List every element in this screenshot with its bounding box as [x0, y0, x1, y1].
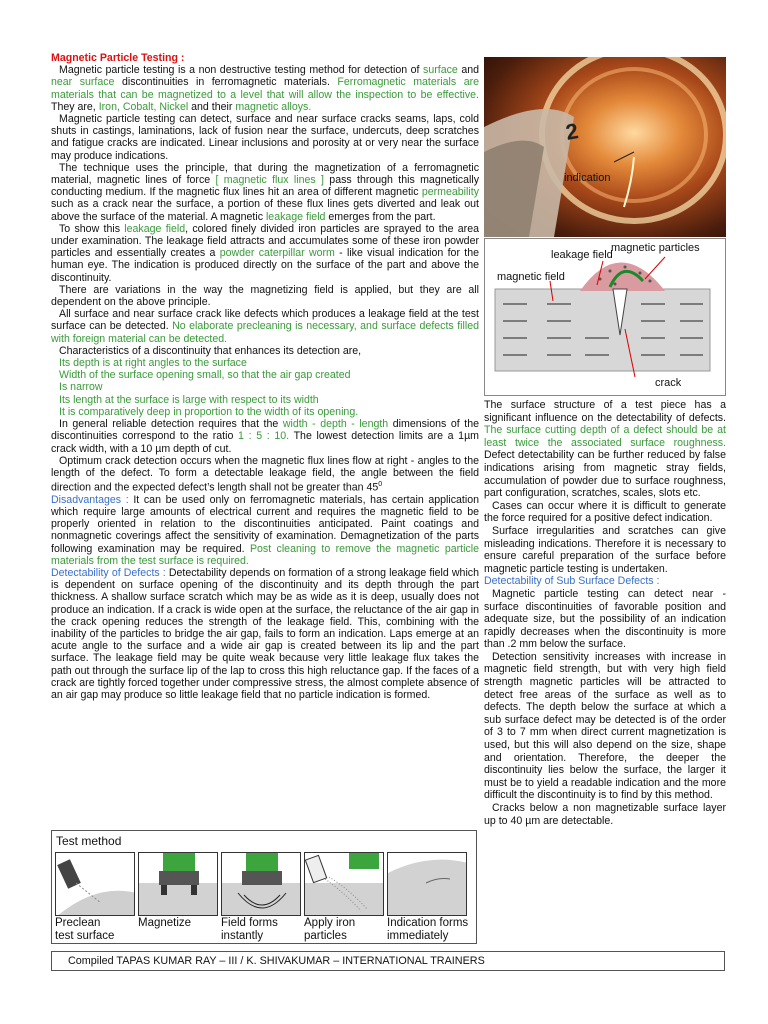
list-item: Its depth is at right angles to the surface [59, 357, 247, 370]
label-magnetic-field: magnetic field [497, 271, 565, 283]
label-leakage-field: leakage field [551, 249, 613, 261]
list-item: It is comparatively deep in proportion to the width of its opening. [59, 405, 359, 418]
heading-subsurface: Detectability of Sub Surface Defects : [484, 575, 660, 588]
list-item: Width of the surface opening small, so that the air gap created [59, 369, 351, 382]
paragraph-detectability: Detectability of Defects : Detectability depends on formation of a strong leakage field which is dependent on surface opening of the discontinuity and its depth through the part thickness. A shallow surface scratch which may be as wide as it is deep, usually does not produce an indication. If a crack is wide open at the surface, the reluctance of the air gap in the crack opening reduces the strength of the leakage field. This, combining with the inability of the particles to bridge the air gap, fails to form an indication. Laps emerge at an acute angle to the surface and a wide air gap is created between its lip and the part surface. The leakage field may be quite weak because very little leakage flux takes the path out through the surface lip of the lap to cross this high reluctance gap. If the faces of a crack are tightly forced together under compressive stress, the almost complete absence of an air gap may produce so little leakage field that no particle indication is formed. [51, 567, 479, 702]
footer-credit: Compiled TAPAS KUMAR RAY – III / K. SHIVAKUMAR – INTERNATIONAL TRAINERS [51, 951, 725, 971]
step-caption: Field forms instantly [221, 917, 278, 942]
paragraph-all-surface: All surface and near surface crack like defects which produces a leakage field at the test surface can be detected. No elaborate precleaning is necessary, and surface defects filled with foreign material can be detected. [51, 308, 479, 345]
left-column [51, 52, 479, 701]
list-item: Its length at the surface is large with respect to its width [59, 393, 319, 406]
page-title: Magnetic Particle Testing : [51, 52, 185, 64]
paragraph-characteristics: Characteristics of a discontinuity that enhances its detection are, [59, 344, 362, 357]
label-crack: crack [655, 377, 682, 389]
paragraph-optimum: Optimum crack detection occurs when the magnetic flux lines flow at right - angles to the length of the defect. To form a detectable leakage field, the angle between the field direction and the expected defect’s length shall not be greater than $45^0$ [51, 454, 479, 494]
leakage-field-diagram [484, 238, 726, 396]
test-method-title: Test method [56, 834, 122, 848]
label-magnetic-particles: magnetic particles [611, 242, 700, 254]
paragraph-cases: Cases can occur where it is difficult to generate the force required for a positive defect indication. [484, 499, 726, 525]
step-panel-preclean [55, 852, 135, 916]
list-item: Is narrow [59, 381, 103, 394]
step-panel-apply-particles [304, 852, 384, 916]
paragraph-surface-structure: The surface structure of a test piece has a significant influence on the detectability of defects. The surface cutting depth of a defect should be at least twice the associated surface roughness. Defect detectability can be further reduced by false indications arising from magnetic stray fields, accumulation of powder due to surface roughness, part configuration, scratches, scales, slots etc. [484, 399, 726, 500]
indication-photo [484, 57, 726, 237]
step-caption: Apply iron particles [304, 917, 356, 942]
paragraph-variations: There are variations in the way the magnetizing field is applied, but they are all dependent on the above principle. [51, 283, 479, 309]
step-panel-field-forms [221, 852, 301, 916]
paragraph-near-surface: Magnetic particle testing can detect near - surface discontinuities of favorable position and adequate size, but the possibility of an indication rapidly decreases when the discontinuity is more than .2 mm below the surface. [484, 587, 726, 651]
photo-number: 2 [563, 118, 581, 145]
step-panel-indication [387, 852, 467, 916]
paragraph-cracks-below: Cracks below a non magnetizable surface layer up to 40 µm are detectable. [484, 802, 726, 827]
paragraph-detects: Magnetic particle testing can detect, surface and near surface cracks seams, laps, cold shuts in castings, laminations, lack of fusion near the surface, undercuts, deep scratches and fatigue cracks are indicated. Linear inclusions and porosity at or very near the surface may produce indications. [51, 113, 479, 162]
step-caption: Magnetize [138, 917, 192, 929]
paragraph-intro: Magnetic particle testing is a non destructive testing method for detection of surface and near surface discontinuities in ferromagnetic materials. Ferromagnetic materials are materials that can be magnetized to a level that will allow the inspection to be effective. They are, Iron, Cobalt, Nickel and their magnetic alloys. [51, 64, 479, 113]
paragraph-irregularities: Surface irregularities and scratches can give misleading indications. Therefore it is necessary to ensure careful preparation of the surface before magnetic particle testing is undertaken. [484, 524, 726, 575]
step-caption: Preclean test surface [55, 917, 115, 942]
right-column [484, 399, 726, 827]
paragraph-technique: The technique uses the principle, that during the magnetization of a ferromagnetic material, magnetic lines of force [ magnetic flux lines ] pass through this magnetically conducting medium. If the magnetic flux lines hit an area of different magnetic permeability such as a crack near the surface, a portion of these flux lines gets diverted and leak out above the surface of the material. A magnetic leakage field emerges from the part. [51, 161, 479, 223]
paragraph-ratio: In general reliable detection requires that the width - depth - length dimensions of the discontinuities correspond to the ratio 1 : 5 : 10. The lowest detection limits are a 1µm crack width, with a 10 µm depth of cut. [51, 418, 479, 455]
paragraph-disadvantages: Disadvantages : It can be used only on ferromagnetic materials, has certain application which require large amounts of electrical current and requires the magnetic field to be properly oriented in relation to the discontinuities anticipated. Paint coatings and nonmagnetic coverings affect the sensitivity of examination. Demagnetization of the parts following examination may be required. Post cleaning to remove the magnetic particle materials from the test surface is required. [51, 493, 480, 567]
leakage-field-diagram-graphic [485, 239, 725, 395]
step-panel-magnetize [138, 852, 218, 916]
test-method-figure [51, 830, 477, 944]
indication-label: indication [564, 172, 611, 184]
paragraph-sensitivity: Detection sensitivity increases with increase in magnetic field strength, but with very high field strength magnetic particles will be attracted to detect free areas of the surface as well as to defects. The depth below the surface at which a sub surface defect may be detected is of the order of 3 to 7 mm when direct current magnetization is used, but this will also depend on the size, shape and orientation. Therefore, the deeper the discontinuity lies below the surface, the larger it must be to yield a readable indication and the more difficult the discontinuity is to find by this method. [484, 650, 726, 802]
step-caption: Indication forms immediately [387, 917, 469, 942]
paragraph-leakage: To show this leakage field, colored finely divided iron particles are sprayed to the area under examination. The leakage field attracts and accumulates some of these iron powder particles and essentially creates a powder caterpillar worm - like visual indication for the human eye. The indication is produced directly on the surface of the part and above the discontinuity. [51, 222, 479, 284]
indication-photo-graphic [484, 57, 726, 237]
